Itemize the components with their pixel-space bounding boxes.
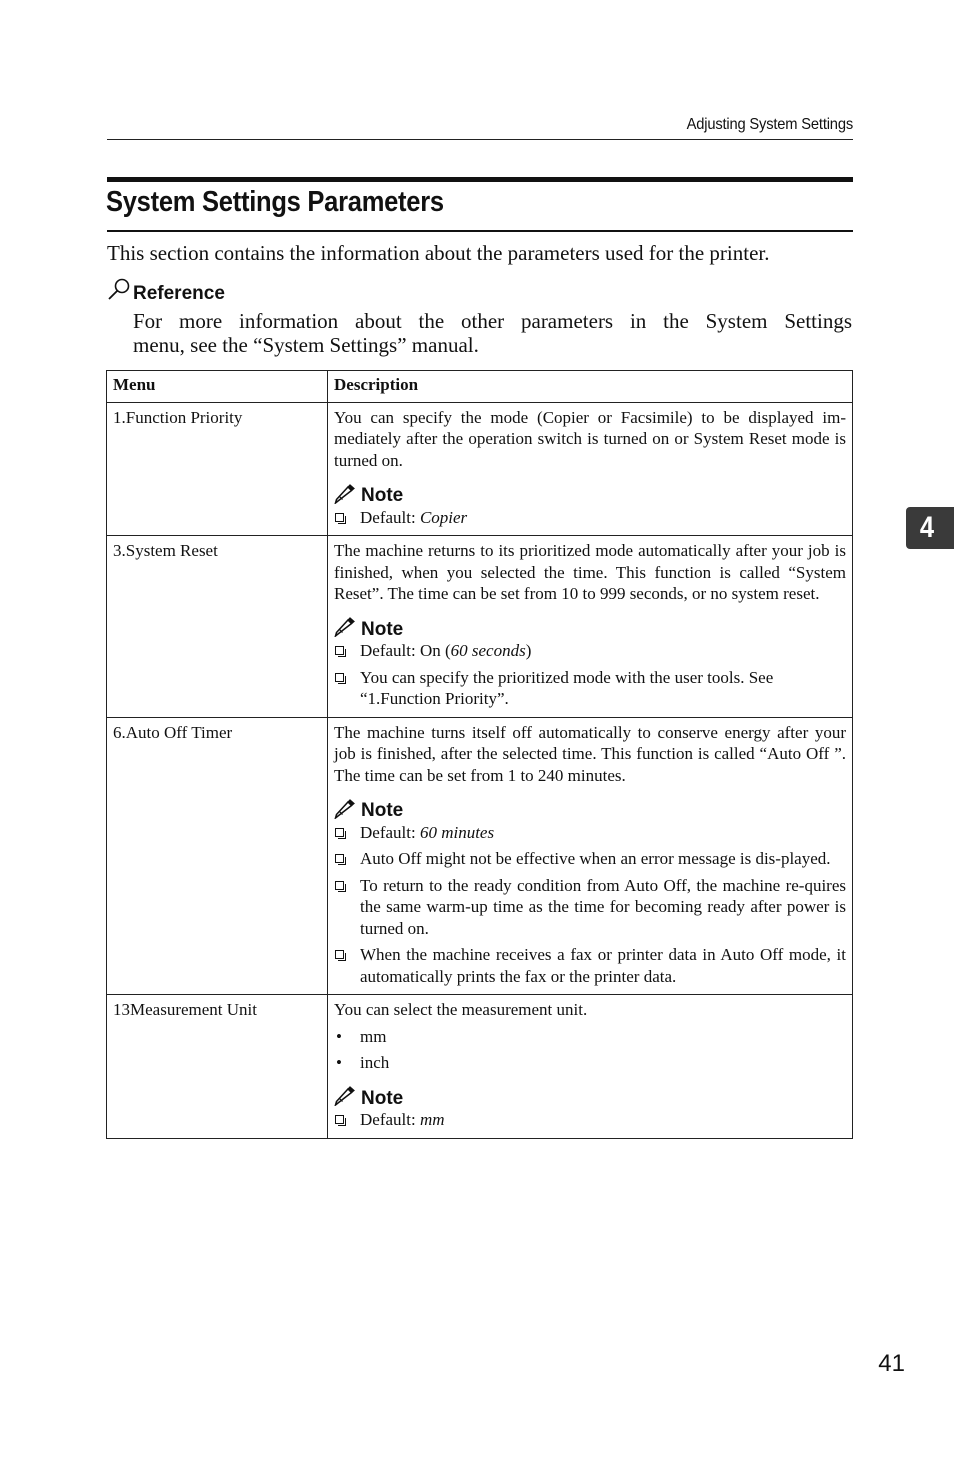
note-label: Note xyxy=(361,618,404,640)
reference-text-line: menu, see the “System Settings” manual. xyxy=(133,333,479,357)
chapter-tab xyxy=(906,507,954,549)
note-heading xyxy=(334,1086,846,1108)
note-item xyxy=(334,875,846,940)
intro-paragraph: This section contains the information about the parameters used for the printer. xyxy=(107,241,770,265)
checkbox-icon xyxy=(335,881,344,890)
parameters-table xyxy=(106,370,853,1139)
reference-label: Reference xyxy=(133,283,225,304)
checkbox-icon xyxy=(335,646,344,655)
table-row xyxy=(107,995,853,1139)
note-list xyxy=(334,822,846,988)
chapter-number: 4 xyxy=(919,511,934,544)
pencil-icon xyxy=(334,484,356,504)
checkbox-icon xyxy=(335,950,344,959)
default-value: 60 minutes xyxy=(419,822,495,842)
note-text: Default: xyxy=(360,507,420,527)
checkbox-icon xyxy=(335,828,344,837)
note-list xyxy=(334,640,846,710)
note-label: Note xyxy=(361,485,404,506)
option-item: • mm xyxy=(334,1026,846,1048)
checkbox-icon xyxy=(335,513,344,522)
option-item: • inch xyxy=(334,1052,846,1074)
menu-cell: 3.System Reset xyxy=(107,536,328,718)
table-header-row xyxy=(107,371,853,403)
pencil-icon xyxy=(334,799,356,819)
description-cell xyxy=(328,402,853,536)
note-item xyxy=(334,1109,846,1131)
note-list xyxy=(334,507,846,529)
note-text: When the machine receives a fax or printer data in Auto Off mode, it automatically prints the fax or the printer data. xyxy=(360,945,846,986)
note-text: You can specify the prioritized mode with the user tools. See “1.Function Priority”. xyxy=(360,667,774,708)
description-cell xyxy=(328,717,853,995)
note-heading xyxy=(334,483,846,505)
page-title: System Settings Parameters xyxy=(106,186,444,218)
note-text: To return to the ready condition from Auto Off, the machine re-quires the same warm-up time as the time for becoming ready after power is turned on. xyxy=(360,875,846,938)
pencil-icon xyxy=(334,1086,356,1106)
description-text: You can select the measurement unit. xyxy=(334,1000,588,1019)
checkbox-icon xyxy=(335,673,344,682)
magnifier-icon xyxy=(107,277,131,301)
running-header: Adjusting System Settings xyxy=(686,116,853,133)
checkbox-icon xyxy=(335,1115,344,1124)
menu-cell: 13Measurement Unit xyxy=(107,995,328,1139)
note-text: Default: xyxy=(360,822,420,842)
note-item xyxy=(334,640,846,662)
note-item xyxy=(334,667,846,710)
option-list xyxy=(334,1026,846,1074)
table-row xyxy=(107,717,853,995)
note-item xyxy=(334,944,846,987)
page-number: 41 xyxy=(878,1350,905,1377)
note-text: Default: On ( xyxy=(360,641,451,660)
note-label: Note xyxy=(361,800,404,821)
note-heading xyxy=(334,798,846,820)
reference-text-line: For more information about the other parameters in the System Settings xyxy=(133,309,852,333)
description-text: The machine returns to its prioritized mode automatically after your job is finished, when you selected the time. This function is called “System Reset”. The time can be set from 10 to 999 seconds, or no system reset. xyxy=(334,541,846,603)
note-item xyxy=(334,822,846,844)
note-heading xyxy=(334,617,846,639)
note-list xyxy=(334,1109,846,1131)
column-header-description: Description xyxy=(328,371,853,403)
default-value: Copier xyxy=(419,507,468,527)
pencil-icon xyxy=(334,617,356,637)
note-text-suffix: ) xyxy=(525,641,532,660)
reference-text xyxy=(133,309,852,357)
description-text: You can specify the mode (Copier or Facsimile) to be displayed im-mediately after the operation switch is turned on or System Reset mode is turned on. xyxy=(334,407,846,470)
note-label: Note xyxy=(361,1087,404,1109)
default-value: 60 seconds xyxy=(450,641,526,660)
note-item xyxy=(334,848,846,870)
table-row xyxy=(107,402,853,536)
description-text: The machine turns itself off automatically to conserve energy after your job is finished, after the selected time. This function is called “Auto Off ”. The time can be set from 1 to 240 minutes. xyxy=(334,722,846,785)
reference-heading xyxy=(107,277,225,304)
description-cell xyxy=(328,995,853,1139)
note-item xyxy=(334,507,846,529)
title-rule xyxy=(107,230,853,232)
default-value: mm xyxy=(419,1110,445,1129)
title-bar xyxy=(107,177,853,182)
note-text: Default: xyxy=(360,1110,420,1129)
menu-cell: 1.Function Priority xyxy=(107,402,328,536)
column-header-menu: Menu xyxy=(107,371,328,403)
description-cell xyxy=(328,536,853,718)
checkbox-icon xyxy=(335,854,344,863)
header-rule xyxy=(107,139,853,140)
menu-cell: 6.Auto Off Timer xyxy=(107,717,328,995)
table-row xyxy=(107,536,853,718)
note-text: Auto Off might not be effective when an error message is dis-played. xyxy=(360,849,831,868)
